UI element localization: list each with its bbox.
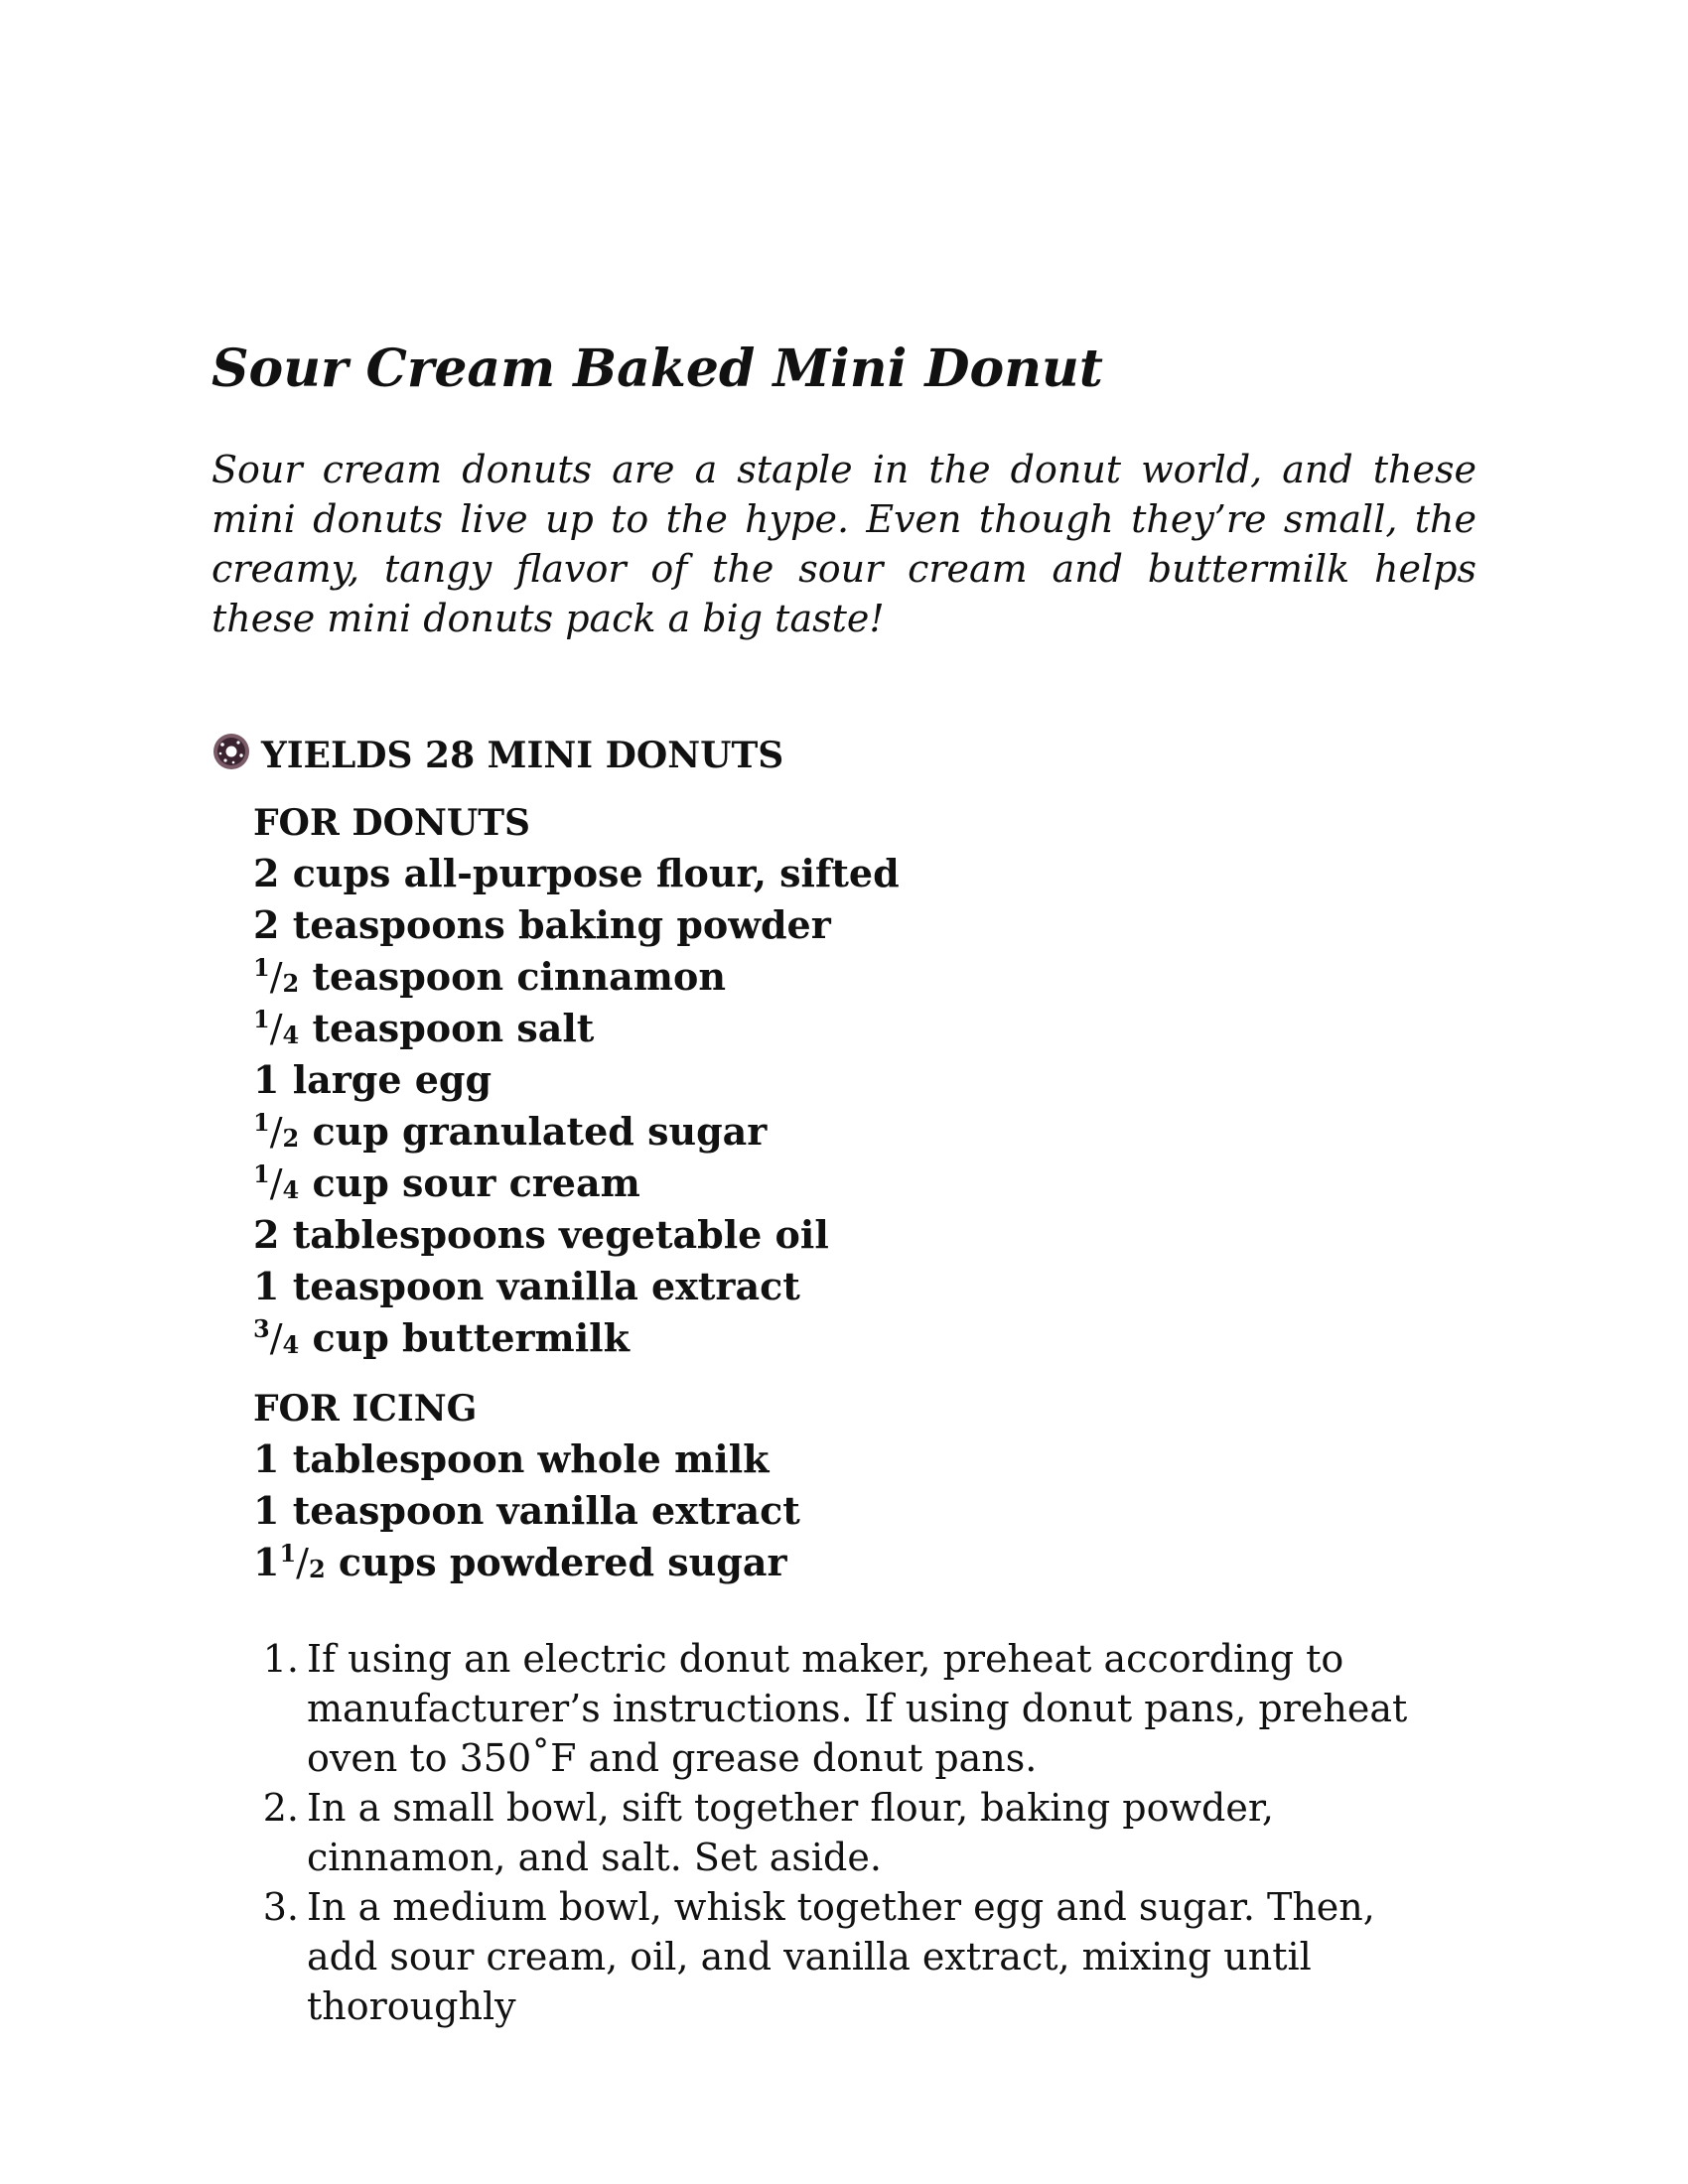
ingredient-item [253,951,1477,1003]
steps-list [251,1634,1449,2031]
yield-text: YIELDS 28 MINI DONUTS [261,735,784,776]
donut-icon [211,732,251,771]
ingredient-item [253,1312,1477,1364]
ingredient-quantity: 2 [253,902,280,947]
ingredient-item [253,1485,1477,1537]
instruction-step: In a small bowl, sift together flour, baking powder, cinnamon, and salt. Set aside. [307,1786,1274,1879]
ingredient-text: teaspoon cinnamon [312,954,726,999]
ingredient-item [253,1003,1477,1054]
icing-heading: FOR ICING [253,1388,478,1430]
ingredient-text: teaspoon vanilla extract [292,1264,800,1308]
fraction-denominator: 2 [308,1555,326,1583]
ingredient-item [253,1106,1477,1158]
ingredient-quantity: 1 [253,1264,280,1308]
fraction-denominator: 4 [282,1175,300,1204]
fraction-numerator: 1 [279,1539,297,1568]
ingredient-quantity: 1 [253,1540,280,1584]
ingredient-item [253,1209,1477,1261]
ingredient-quantity: 1 [253,1436,280,1481]
yield-line [211,733,1477,778]
ingredient-text: tablespoons vegetable oil [292,1212,829,1257]
fraction-numerator: 3 [253,1314,270,1343]
recipe-page [211,338,1477,2031]
recipe-title: Sour Cream Baked Mini Donut [211,339,1103,399]
fraction-denominator: 4 [282,1021,300,1049]
ingredient-item [253,1158,1477,1209]
ingredient-item [253,1537,1477,1588]
fraction-slash: / [269,1007,283,1050]
fraction-numerator: 1 [253,1160,270,1188]
ingredient-quantity: 1 [253,1488,280,1533]
ingredient-item [253,1433,1477,1485]
recipe-intro: Sour cream donuts are a staple in the donut world, and these mini donuts live up to the hype. Even though they’re small, the creamy, tangy flavor of the sour cream and buttermilk helps these mini donuts pack a big taste! [211,448,1477,640]
ingredient-text: cup sour cream [312,1160,640,1205]
donuts-heading: FOR DONUTS [253,802,531,844]
fraction-denominator: 2 [282,969,300,998]
instruction-step: If using an electric donut maker, preheat according to manufacturer’s instructions. If using donut pans, preheat oven to 350˚F and grease donut pans. [307,1637,1408,1780]
instruction-step: In a medium bowl, whisk together egg and sugar. Then, add sour cream, oil, and vanilla extract, mixing until thoroughly [307,1885,1375,2028]
ingredient-text: teaspoon vanilla extract [292,1488,800,1533]
fraction-numerator: 1 [253,1005,270,1033]
ingredient-text: cup granulated sugar [312,1109,768,1154]
ingredient-item [253,1261,1477,1312]
ingredient-quantity: 2 [253,1212,280,1257]
fraction-denominator: 2 [282,1124,300,1153]
ingredient-item [253,899,1477,951]
ingredient-text: tablespoon whole milk [292,1436,770,1481]
fraction-slash: / [269,1110,283,1154]
fraction-denominator: 4 [282,1330,300,1359]
fraction-numerator: 1 [253,1108,270,1137]
fraction-numerator: 1 [253,953,270,982]
ingredient-text: cup buttermilk [312,1315,630,1360]
fraction-slash: / [269,955,283,999]
fraction-slash: / [269,1316,283,1360]
ingredient-text: teaspoon salt [312,1006,595,1050]
ingredient-item [253,848,1477,899]
fraction-slash: / [269,1161,283,1205]
ingredient-text: cups powdered sugar [338,1540,787,1584]
ingredient-quantity: 1 [253,1057,280,1102]
ingredients [253,798,1477,1588]
icing-ingredient-list [253,1433,1477,1588]
donuts-ingredient-list [253,848,1477,1364]
ingredient-text: teaspoons baking powder [292,902,831,947]
ingredient-quantity: 2 [253,851,280,895]
ingredient-text: cups all-purpose flour, sifted [292,851,900,895]
fraction-slash: / [296,1541,309,1584]
ingredient-text: large egg [292,1057,492,1102]
ingredient-item [253,1054,1477,1106]
